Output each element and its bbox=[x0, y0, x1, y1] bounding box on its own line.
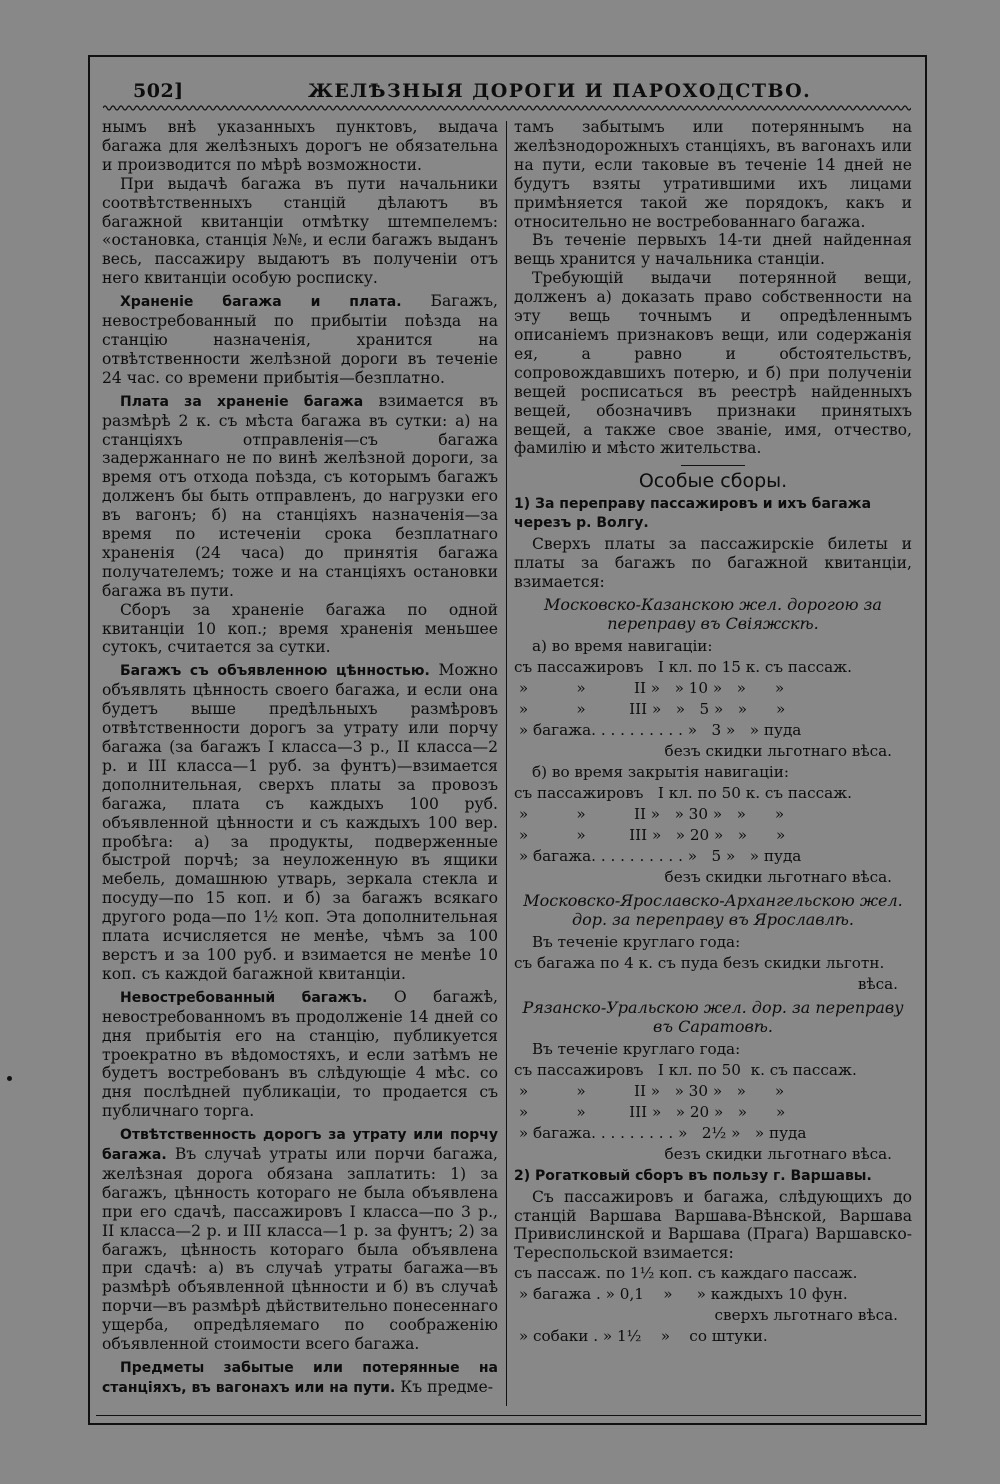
paragraph: Сборъ за храненіе багажа по одной квитанціи 10 коп.; время храненія меньшее сутокъ, считается за сутки. bbox=[102, 600, 498, 657]
margin-dot bbox=[7, 1076, 12, 1081]
route-heading: Московско-Ярославско-Архангельскою жел. дор. за переправу въ Ярославлѣ. bbox=[523, 890, 903, 929]
tariff-line: съ пассажировъ I кл. по 50 к. съ пассаж. bbox=[514, 783, 852, 802]
numbered-heading: 2) Рогатковый сборъ въ пользу г. Варшавы. bbox=[514, 1167, 872, 1184]
paragraph: Сверхъ платы за пассажирскіе билеты и платы за багажъ по багажной квитанціи, взимается: bbox=[514, 535, 912, 591]
paragraph-text: Въ случаѣ утраты или порчи багажа, желѣзная дорога обязана заплатить: 1) за багажъ, цѣнность котораго не была объявлена при его сдачѣ, пассажировъ I класса—по 3 р., II класса—2 р. и III класса—1 р. за фунтъ; 2) за багажъ, цѣнность котораго была объявлена при сдачѣ: а) въ случаѣ утраты багажа—въ размѣрѣ объявленной цѣнности и б) въ случаѣ порчи—въ размѣрѣ дѣйствительно понесеннаго ущерба, опредѣляемаго по соображенію объявленной стоимости всего багажа. bbox=[102, 1145, 498, 1354]
tariff-line: » » III » » 20 » » » bbox=[514, 825, 786, 844]
paragraph-heading: Отвѣтственность дорогъ за утрату или порчу багажа. bbox=[102, 1127, 498, 1164]
page-number: 502] bbox=[133, 80, 184, 102]
tariff-subheading: Въ теченіе круглаго года: bbox=[532, 1039, 741, 1058]
paragraph-text: Можно объявлять цѣнность своего багажа, и если она будетъ выше предѣльныхъ размѣровъ отвѣтственности дорогъ за утрату или порчу багажа (за багажъ I класса—3 р., II класса—2 р. и III класса—1 руб. за фунтъ)—взимается дополнительная, сверхъ платы за провозъ багажа, плата съ каждыхъ 100 руб. объявленной цѣнности и съ каждыхъ 100 вер. пробѣга: а) за продукты, подверженные быстрой порчѣ; за неуложенную въ ящики мебель, домашнюю утварь, зеркала стекла и посуду—по 15 коп. и б) за багажъ всякаго другого рода—по 1½ коп. Эта дополнительная плата исчисляется не менѣе, чѣмъ за 100 верстъ и за 100 руб. и взимается не менѣе 10 коп. съ каждой багажной квитанціи. bbox=[102, 661, 498, 983]
tariff-note: безъ скидки льготнаго вѣса. bbox=[664, 1144, 892, 1163]
bottom-rule bbox=[96, 1415, 921, 1416]
paragraph-text: О багажѣ, невостребованномъ въ продолженіе 14 дней со дня прибытія его на станцію, публикуется троекратно въ вѣдомостяхъ, и если затѣмъ не будетъ востребованъ въ слѣдующіе 4 мѣс. со дня послѣдней публикаціи, то продается съ публичнаго торга. bbox=[102, 987, 498, 1121]
paragraph-heading: Багажъ съ объявленною цѣнностью. bbox=[120, 663, 430, 680]
paragraph bbox=[102, 1125, 498, 1354]
paragraph-heading: Плата за храненіе багажа bbox=[120, 393, 364, 410]
column-divider bbox=[506, 121, 507, 1406]
tariff-line: » » II » » 30 » » » bbox=[514, 804, 785, 823]
paragraph bbox=[102, 988, 498, 1121]
paragraph bbox=[102, 392, 498, 601]
paragraph-heading: Предметы забытые или потерянные на станціяхъ, въ вагонахъ или на пути. bbox=[102, 1360, 498, 1396]
tariff-line: вѣса. bbox=[857, 974, 898, 993]
tariff-note: безъ скидки льготнаго вѣса. bbox=[664, 741, 892, 760]
route-heading: Рязанско-Уральскою жел. дор. за переправу въ Саратовѣ. bbox=[522, 997, 904, 1036]
numbered-heading: 1) За переправу пассажировъ и ихъ багажа черезъ р. Волгу. bbox=[514, 496, 872, 532]
paragraph-text: Къ предме- bbox=[395, 1377, 494, 1396]
tariff-line: » багажа. . . . . . . . . » 2½ » » пуда bbox=[514, 1123, 807, 1142]
tariff-line: съ пассажировъ I кл. по 50 к. съ пассаж. bbox=[514, 1060, 857, 1079]
tariff-line: съ пассаж. по 1½ коп. съ каждаго пассаж. bbox=[514, 1264, 858, 1283]
paragraph: Требующій выдачи потерянной вещи, долженъ а) доказать право собственности на эту вещь точнымъ и опредѣленнымъ описаніемъ признаковъ вещи, или содержанія ея, а равно и обстоятельствъ, сопровождавшихъ потерю, и б) при полученіи вещей росписаться въ реестрѣ найденныхъ вещей, обозначивъ признаки принятыхъ вещей, а также свое званіе, имя, отчество, фамилію и мѣсто жительства. bbox=[514, 269, 912, 458]
tariff-line: съ пассажировъ I кл. по 15 к. съ пассаж. bbox=[514, 657, 852, 676]
paragraph bbox=[102, 292, 498, 388]
tariff-line: » багажа . » 0,1 » » каждыхъ 10 фун. bbox=[514, 1285, 848, 1304]
paragraph-heading: Невостребованный багажъ. bbox=[120, 989, 368, 1006]
page-title: ЖЕЛѢЗНЫЯ ДОРОГИ И ПАРОХОДСТВО. bbox=[308, 80, 812, 102]
paragraph: Въ теченіе первыхъ 14-ти дней найденная вещь хранится у начальника станціи. bbox=[514, 231, 912, 269]
wavy-rule bbox=[103, 103, 911, 113]
tariff-line: » » III » » 20 » » » bbox=[514, 1102, 786, 1121]
paragraph-text: взимается въ размѣрѣ 2 к. съ мѣста багажа въ сутки: а) на станціяхъ отправленія—съ багажа задержаннаго не по винѣ желѣзной дороги, за время отъ отхода поѣзда, съ которымъ багажъ долженъ бы быть отправленъ, до нагрузки его въ вагонъ; б) на станціяхъ назначенія—за время по истеченіи срока безплатнаго храненія (24 часа) до принятія багажа получателемъ; тоже и на станціяхъ остановки багажа въ пути. bbox=[102, 391, 498, 600]
tariff-line: » » II » » 30 » » » bbox=[514, 1081, 785, 1100]
paragraph: нымъ внѣ указанныхъ пунктовъ, выдача багажа для желѣзныхъ дорогъ не обязательна и производится по мѣрѣ возможности. bbox=[102, 118, 498, 174]
tariff-subheading: а) во время навигаціи: bbox=[532, 636, 713, 655]
tariff-subheading: б) во время закрытія навигаціи: bbox=[532, 762, 789, 781]
tariff-subheading: Въ теченіе круглаго года: bbox=[532, 932, 741, 951]
tariff-line: » » II » » 10 » » » bbox=[514, 678, 785, 697]
paragraph bbox=[102, 661, 498, 983]
tariff-line: » багажа. . . . . . . . . . » 5 » » пуда bbox=[514, 846, 802, 865]
paragraph: При выдачѣ багажа въ пути начальники соотвѣтственныхъ станцій дѣлаютъ въ багажной квитанціи отмѣтку штемпелемъ: «остановка, станція №№, и если багажъ выданъ весь, пассажиру выдаютъ въ полученіи отъ него квитанціи особую росписку. bbox=[102, 174, 498, 288]
tariff-line: » багажа. . . . . . . . . . » 3 » » пуда bbox=[514, 720, 802, 739]
tariff-line: » » III » » 5 » » » bbox=[514, 699, 786, 718]
tariff-line: » собаки . » 1½ » со штуки. bbox=[514, 1327, 768, 1346]
route-heading: Московско-Казанскою жел. дорогою за переправу въ Свіяжскѣ. bbox=[544, 594, 882, 633]
tariff-line: съ багажа по 4 к. съ пуда безъ скидки льготн. bbox=[514, 953, 885, 972]
paragraph-text: Багажъ, невостребованный по прибытіи поѣзда на станцію назначенія, хранится на отвѣтственности желѣзной дороги въ теченіе 24 час. со времени прибытія—безплатно. bbox=[102, 292, 499, 387]
left-column bbox=[102, 118, 498, 1398]
paragraph: тамъ забытымъ или потеряннымъ на желѣзнодорожныхъ станціяхъ, въ вагонахъ или на пути, если таковые въ теченіе 14 дней не будутъ взяты утратившими ихъ лицами примѣняется такой же порядокъ, какъ и относительно не востребованнаго багажа. bbox=[514, 118, 912, 231]
tariff-line: сверхъ льготнаго вѣса. bbox=[714, 1306, 898, 1325]
section-title: Особые сборы. bbox=[638, 470, 788, 493]
paragraph bbox=[102, 1358, 498, 1398]
right-column bbox=[514, 118, 912, 1347]
section-rule bbox=[681, 465, 745, 466]
paragraph: Съ пассажировъ и багажа, слѣдующихъ до станцій Варшава Варшава-Вѣнской, Варшава Привислинской и Варшава (Прага) Варшавско-Тереспольской взимается: bbox=[514, 1187, 912, 1263]
tariff-note: безъ скидки льготнаго вѣса. bbox=[664, 867, 892, 886]
paragraph-heading: Храненіе багажа и плата. bbox=[120, 294, 402, 311]
